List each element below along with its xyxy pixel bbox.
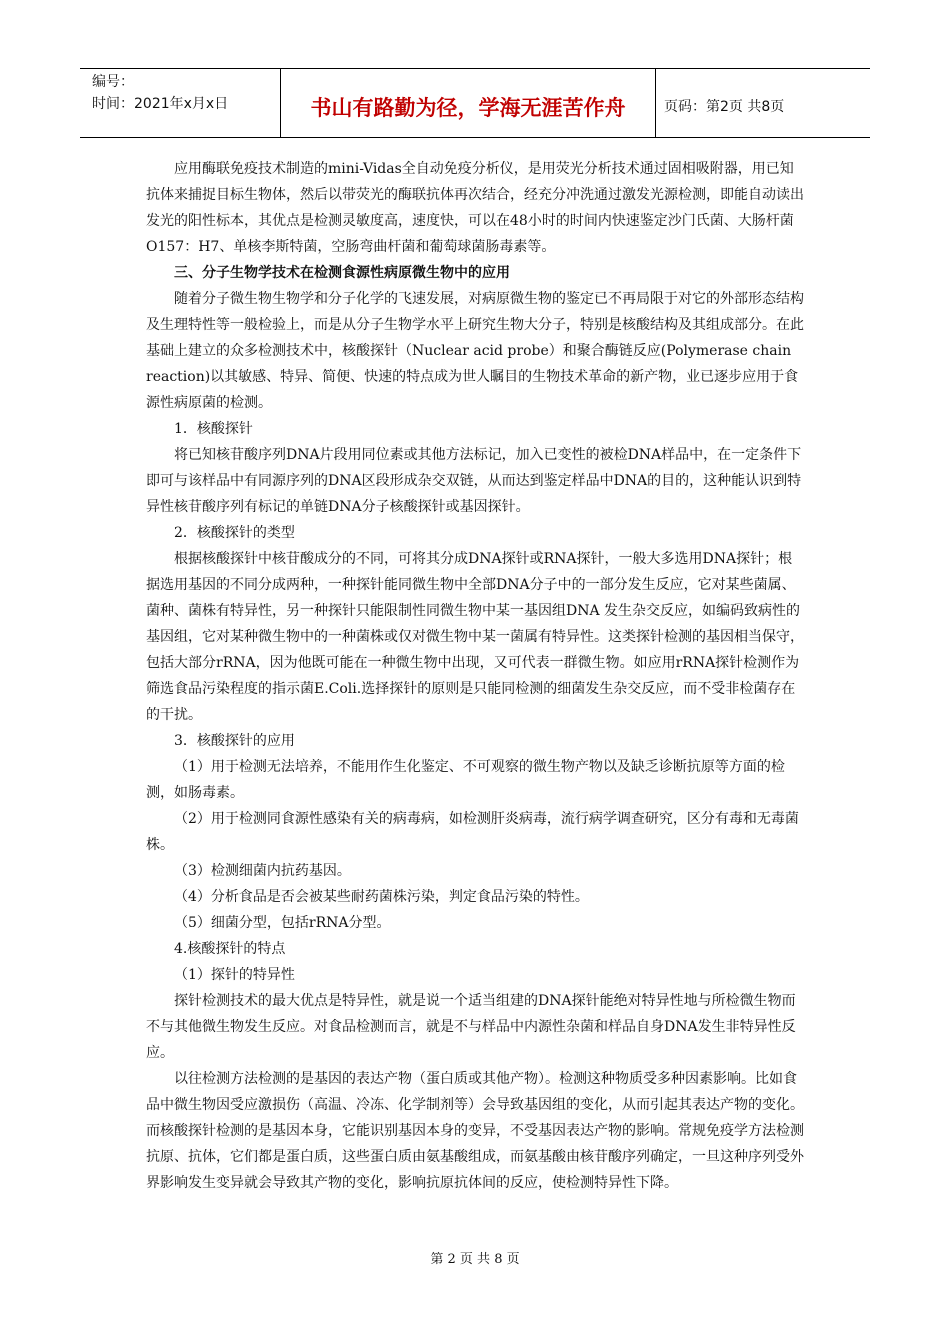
section-heading-molecular: 三、分子生物学技术在检测食源性病原微生物中的应用 <box>174 265 510 281</box>
paragraph-specificity: 探针检测技术的最大优点是特异性，就是说一个适当组建的DNA探针能绝对特异性地与所检微生物而不与其他微生物发生反应。对食品检测而言，就是不与样品中内源性杂菌和样品自身DNA发生非特异性反应。 <box>146 993 796 1061</box>
document-body <box>146 156 806 1196</box>
subheading-specificity: （1）探针的特异性 <box>174 967 295 983</box>
paragraph-probe-types: 根据核酸探针中核苷酸成分的不同，可将其分成DNA探针或RNA探针，一般大多选用DNA探针；根据选用基因的不同分成两种，一种探针能同微生物中全部DNA分子中的一部分发生反应，它对某些菌属、菌种、菌株有特异性，另一种探针只能限制性同微生物中某一基因组DNA 发生杂交反应，如编码致病性的基因组，它对某种微生物中的一种菌株或仅对微生物中某一菌属有特异性。这类探针检测的基因相当保守，包括大部分rRNA，因为他既可能在一种微生物中出现，又可代表一群微生物。如应用rRNA探针检测作为筛选食品污染程度的指示菌E.Coli.选择探针的原则是只能同检测的细菌发生杂交反应，而不受非检菌存在的干扰。 <box>146 551 804 723</box>
header-motto: 书山有路勤为径，学海无涯苦作舟 <box>280 69 656 137</box>
subheading-nucleic-probe: 1．核酸探针 <box>174 421 253 437</box>
page-footer: 第 2 页 共 8 页 <box>430 1252 520 1267</box>
list-item-application-3: （3）检测细菌内抗药基因。 <box>174 863 351 879</box>
list-item-application-2: （2）用于检测同食源性感染有关的病毒病，如检测肝炎病毒，流行病学调查研究，区分有毒和无毒菌株。 <box>146 811 799 853</box>
page-header <box>80 68 870 138</box>
header-meta <box>80 69 280 137</box>
paragraph-probe-definition: 将已知核苷酸序列DNA片段用同位素或其他方法标记，加入已变性的被检DNA样品中，在一定条件下即可与该样品中有同源序列的DNA区段形成杂交双链，从而达到鉴定样品中DNA的目的，这种能认识到特异性核苷酸序列有标记的单链DNA分子核酸探针或基因探针。 <box>146 447 802 515</box>
subheading-probe-types: 2．核酸探针的类型 <box>174 525 295 541</box>
subheading-probe-applications: 3．核酸探针的应用 <box>174 733 295 749</box>
list-item-application-4: （4）分析食品是否会被某些耐药菌株污染，判定食品污染的特性。 <box>174 889 589 905</box>
document-number-label: 编号： <box>92 74 134 90</box>
list-item-application-1: （1）用于检测无法培养，不能用作生化鉴定、不可观察的微生物产物以及缺乏诊断抗原等方面的检测，如肠毒素。 <box>146 759 785 801</box>
paragraph-molecular-intro: 随着分子微生物生物学和分子化学的飞速发展，对病原微生物的鉴定已不再局限于对它的外部形态结构及生理特性等一般检验上，而是从分子生物学水平上研究生物大分子，特别是核酸结构及其组成部分。在此基础上建立的众多检测技术中，核酸探针（Nuclear acid probe）和聚合酶链反应(Polymerase chain reaction)以其敏感、特异、简便、快速的特点成为世人瞩目的生物技术革命的新产物，业已逐步应用于食源性病原菌的检测。 <box>146 291 804 411</box>
paragraph-previous-methods: 以往检测方法检测的是基因的表达产物（蛋白质或其他产物）。检测这种物质受多种因素影响。比如食品中微生物因受应激损伤（高温、冷冻、化学制剂等）会导致基因组的变化，从而引起其表达产物的变化。而核酸探针检测的是基因本身，它能识别基因本身的变异，不受基因表达产物的影响。常规免疫学方法检测抗原、抗体，它们都是蛋白质，这些蛋白质由氨基酸组成，而氨基酸由核苷酸序列确定，一旦这种序列受外界影响发生变异就会导致其产物的变化，影响抗原抗体间的反应，使检测特异性下降。 <box>146 1071 804 1191</box>
subheading-probe-features: 4.核酸探针的特点 <box>174 941 286 957</box>
paragraph-vidas: 应用酶联免疫技术制造的mini-Vidas全自动免疫分析仪，是用荧光分析技术通过固相吸附器，用已知抗体来捕捉目标生物体，然后以带荧光的酶联抗体再次结合，经充分冲洗通过激发光源检测，即能自动读出发光的阳性标本，其优点是检测灵敏度高，速度快，可以在48小时的时间内快速鉴定沙门氏菌、大肠杆菌O157：H7、单核李斯特菌，空肠弯曲杆菌和葡萄球菌肠毒素等。 <box>146 161 804 255</box>
header-page-number: 页码：第2页 共8页 <box>664 99 785 115</box>
document-date: 时间：2021年x月x日 <box>92 96 229 112</box>
list-item-application-5: （5）细菌分型，包括rRNA分型。 <box>174 915 391 931</box>
